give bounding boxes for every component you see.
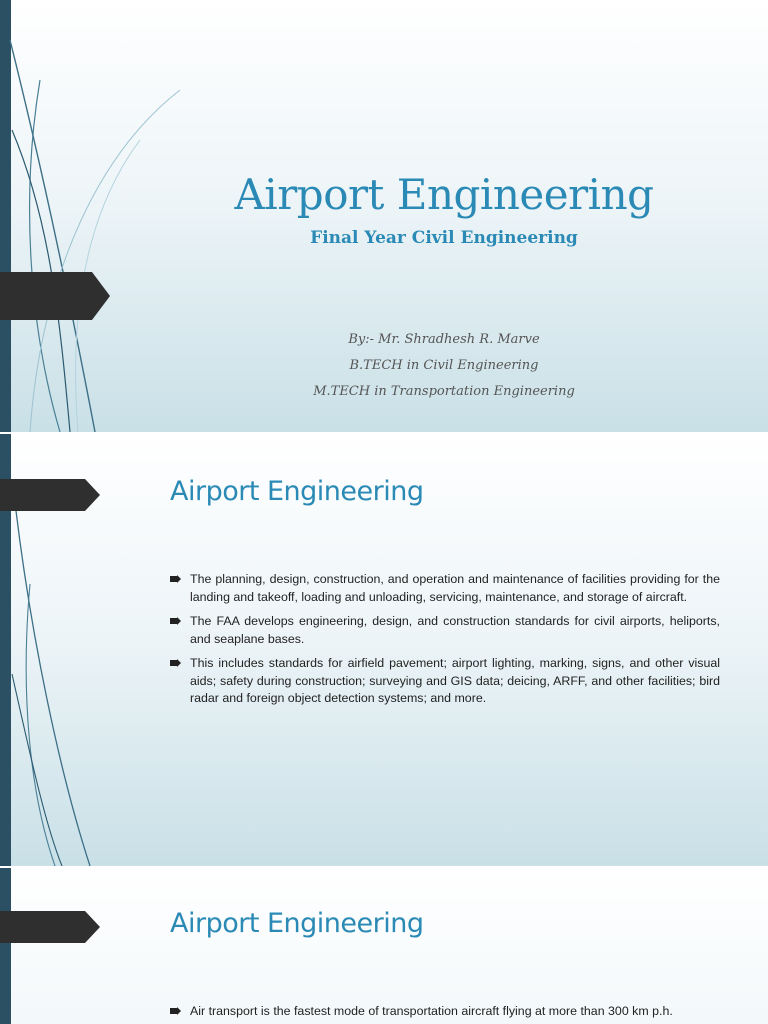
slide-heading: Airport Engineering bbox=[170, 476, 424, 507]
bullet-text: The FAA develops engineering, design, and construction standards for civil airports, heliports, and seaplane bases. bbox=[190, 614, 720, 646]
degree-line: B.TECH in Civil Engineering bbox=[349, 358, 539, 373]
bullet-list bbox=[170, 571, 720, 715]
slide-tab-marker bbox=[0, 479, 100, 511]
arrow-bullet-icon bbox=[170, 575, 181, 583]
arrow-bullet-icon bbox=[170, 1007, 181, 1015]
slide-subtitle: Final Year Civil Engineering bbox=[310, 228, 578, 248]
arrow-bullet-icon bbox=[170, 659, 181, 667]
content-slide bbox=[0, 868, 768, 1024]
list-item bbox=[170, 655, 720, 708]
author-line: By:- Mr. Shradhesh R. Marve bbox=[348, 332, 540, 347]
slide-side-bar bbox=[0, 868, 11, 1024]
bullet-text: Air transport is the fastest mode of transportation aircraft flying at more than 300 km p.h. bbox=[190, 1004, 673, 1018]
list-item bbox=[170, 571, 720, 606]
list-item bbox=[170, 613, 720, 648]
arrow-bullet-icon bbox=[170, 617, 181, 625]
content-slide bbox=[0, 434, 768, 866]
slide-title: Airport Engineering bbox=[234, 170, 654, 219]
slide-tab-marker bbox=[0, 911, 100, 943]
degree-line: M.TECH in Transportation Engineering bbox=[313, 384, 575, 399]
bullet-text: This includes standards for airfield pavement; airport lighting, marking, signs, and other visual aids; safety during construction; surveying and GIS data; deicing, ARFF, and other facilities; bird radar and foreign object detection systems; and more. bbox=[190, 656, 720, 705]
list-item bbox=[170, 1003, 720, 1021]
bullet-text: The planning, design, construction, and operation and maintenance of facilities providing for the landing and takeoff, loading and unloading, servicing, maintenance, and storage of aircraft. bbox=[190, 572, 720, 604]
slide-tab-marker bbox=[0, 272, 110, 320]
title-slide bbox=[0, 0, 768, 432]
bullet-list bbox=[170, 1003, 720, 1024]
slide-heading: Airport Engineering bbox=[170, 908, 424, 939]
